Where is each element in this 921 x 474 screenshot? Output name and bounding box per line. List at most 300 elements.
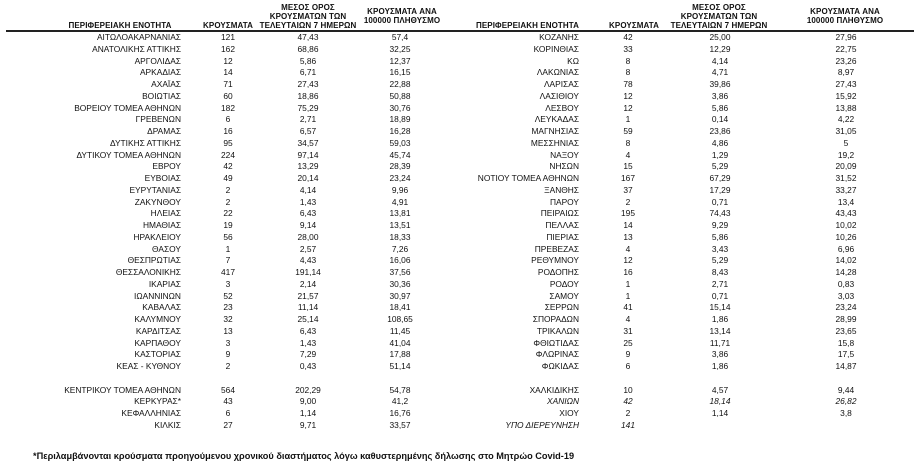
- left-region-name: ΕΥΡΥΤΑΝΙΑΣ: [129, 184, 181, 195]
- left-per100k-value: 17,88: [389, 349, 411, 360]
- left-per100k-value: 16,76: [389, 408, 411, 418]
- left-per100k-value: 18,89: [389, 114, 411, 125]
- left-cases-value: 49: [223, 173, 233, 183]
- right-avg7-value: 1,14: [711, 408, 729, 418]
- right-cases-value: 12: [623, 255, 633, 266]
- right-per100k-value: 43,43: [835, 208, 857, 219]
- right-avg7-value: 8,43: [711, 267, 729, 277]
- header-per100k-left: [357, 2, 447, 30]
- header-region-right: ΠΕΡΙΦΕΡΕΙΑΚΗ ΕΝΟΤΗΤΑ: [475, 21, 580, 30]
- right-region-name: ΧΑΝΙΩΝ: [547, 396, 579, 407]
- left-region-name: ΖΑΚΥΝΘΟΥ: [134, 196, 181, 207]
- left-cases-value: 19: [223, 220, 233, 230]
- table-row: [0, 150, 921, 161]
- header-avg7-line1: ΜΕΣΟΣ ΟΡΟΣ: [692, 2, 746, 12]
- left-per100k-value: 16,15: [389, 67, 411, 78]
- right-per100k-value: 3,03: [837, 290, 855, 301]
- table-row: [0, 314, 921, 325]
- right-per100k-value: 31,52: [835, 173, 857, 183]
- left-region-name: ΚΑΡΔΙΤΣΑΣ: [135, 325, 181, 336]
- left-avg7-value: 6,43: [299, 325, 317, 336]
- header-cases-left: ΚΡΟΥΣΜΑΤΑ: [203, 21, 253, 30]
- right-avg7-value: 17,29: [709, 184, 731, 195]
- right-region-name: ΝΑΞΟΥ: [550, 149, 579, 160]
- table-row: [0, 103, 921, 114]
- right-region-name: ΣΕΡΡΩΝ: [544, 302, 579, 313]
- left-avg7-value: 7,29: [299, 349, 317, 360]
- right-region-name: ΛΑΡΙΣΑΣ: [543, 79, 579, 89]
- right-cases-value: 167: [621, 173, 635, 183]
- right-region-name: ΡΟΔΟΠΗΣ: [537, 267, 579, 277]
- right-avg7-value: 0,71: [711, 290, 729, 301]
- right-per100k-value: 14,28: [835, 267, 857, 277]
- right-avg7-value: 12,29: [709, 43, 731, 54]
- left-region-name: ΓΡΕΒΕΝΩΝ: [135, 114, 181, 125]
- left-avg7-value: 28,00: [297, 231, 319, 242]
- right-region-name: ΦΛΩΡΙΝΑΣ: [535, 349, 579, 360]
- right-region-name: ΥΠΟ ΔΙΕΡΕΥΝΗΣΗ: [505, 419, 579, 430]
- left-avg7-value: 6,57: [299, 126, 317, 136]
- table-row: [0, 408, 921, 419]
- table-row: [0, 67, 921, 78]
- left-avg7-value: 9,00: [299, 396, 317, 407]
- table-row: [0, 138, 921, 149]
- left-cases-value: 95: [223, 137, 233, 148]
- header-cases-right: ΚΡΟΥΣΜΑΤΑ: [609, 21, 659, 30]
- left-cases-value: 43: [223, 396, 233, 407]
- left-cases-value: 2: [225, 184, 231, 195]
- left-avg7-value: 1,43: [299, 337, 317, 348]
- right-region-name: ΛΑΣΙΘΙΟΥ: [539, 90, 579, 101]
- right-cases-value: 8: [625, 137, 631, 148]
- right-region-name: ΠΕΙΡΑΙΩΣ: [540, 208, 579, 219]
- header-avg7-line3: ΤΕΛΕΥΤΑΙΩΝ 7 ΗΜΕΡΩΝ: [670, 20, 768, 30]
- right-region-name: ΧΙΟΥ: [559, 408, 579, 418]
- left-region-name: ΒΟΙΩΤΙΑΣ: [142, 90, 181, 101]
- left-cases-value: 22: [223, 208, 233, 219]
- right-avg7-value: 74,43: [709, 208, 731, 219]
- right-region-name: ΧΑΛΚΙΔΙΚΗΣ: [529, 384, 579, 395]
- right-per100k-value: 14,87: [835, 361, 857, 371]
- table-row: [0, 220, 921, 231]
- left-per100k-value: 30,76: [389, 102, 411, 113]
- left-per100k-value: 18,33: [389, 231, 411, 242]
- right-avg7-value: 11,71: [709, 337, 731, 348]
- left-avg7-value: 25,14: [297, 314, 319, 324]
- left-cases-value: 27: [223, 419, 233, 430]
- right-cases-value: 1: [625, 278, 631, 289]
- right-cases-value: 6: [625, 361, 631, 371]
- left-avg7-value: 13,29: [297, 161, 319, 172]
- right-region-name: ΝΗΣΩΝ: [549, 161, 579, 172]
- table-row: [0, 361, 921, 372]
- left-cases-value: 23: [223, 302, 233, 313]
- left-avg7-value: 75,29: [297, 102, 319, 113]
- left-per100k-value: 51,14: [389, 361, 411, 371]
- right-per100k-value: 0,83: [837, 278, 855, 289]
- left-cases-value: 2: [225, 196, 231, 207]
- left-region-name: ΘΕΣΣΑΛΟΝΙΚΗΣ: [115, 267, 181, 277]
- header-avg7-line2: ΚΡΟΥΣΜΑΤΩΝ ΤΩΝ: [680, 11, 758, 21]
- left-per100k-value: 4,91: [391, 196, 409, 207]
- right-per100k-value: 22,75: [835, 43, 857, 54]
- left-cases-value: 3: [225, 278, 231, 289]
- left-cases-value: 14: [223, 67, 233, 78]
- left-avg7-value: 47,43: [297, 32, 319, 42]
- left-region-name: ΑΙΤΩΛΟΑΚΑΡΝΑΝΙΑΣ: [96, 32, 181, 42]
- right-region-name: ΠΙΕΡΙΑΣ: [546, 231, 579, 242]
- right-region-name: ΝΟΤΙΟΥ ΤΟΜΕΑ ΑΘΗΝΩΝ: [477, 173, 579, 183]
- right-per100k-value: 6,96: [837, 243, 855, 254]
- header-avg7-left: [253, 2, 363, 30]
- left-avg7-value: 4,14: [299, 184, 317, 195]
- table-row: [0, 420, 921, 431]
- right-per100k-value: 10,02: [835, 220, 857, 230]
- right-region-name: ΡΟΔΟΥ: [549, 278, 579, 289]
- right-cases-value: 8: [625, 55, 631, 66]
- right-per100k-value: 14,02: [835, 255, 857, 266]
- left-avg7-value: 9,71: [299, 419, 317, 430]
- left-per100k-value: 57,4: [391, 32, 409, 42]
- table-row: [0, 32, 921, 43]
- right-cases-value: 2: [625, 408, 631, 418]
- left-region-name: ΗΛΕΙΑΣ: [150, 208, 181, 219]
- left-per100k-value: 30,97: [389, 290, 411, 301]
- right-avg7-value: 4,14: [711, 55, 729, 66]
- left-region-name: ΗΡΑΚΛΕΙΟΥ: [133, 231, 181, 242]
- right-cases-value: 1: [625, 114, 631, 125]
- right-cases-value: 31: [623, 325, 633, 336]
- left-region-name: ΚΑΛΥΜΝΟΥ: [134, 314, 181, 324]
- right-per100k-value: 10,26: [835, 231, 857, 242]
- table-row: [0, 185, 921, 196]
- table-row: [0, 338, 921, 349]
- left-cases-value: 6: [225, 408, 231, 418]
- left-region-name: ΚΕΑΣ - ΚΥΘΝΟΥ: [116, 361, 181, 371]
- left-per100k-value: 45,74: [389, 149, 411, 160]
- header-avg7-line2: ΚΡΟΥΣΜΑΤΩΝ ΤΩΝ: [269, 11, 347, 21]
- table-row: [0, 208, 921, 219]
- right-per100k-value: 28,99: [835, 314, 857, 324]
- right-avg7-value: 5,86: [711, 102, 729, 113]
- table-row: [0, 349, 921, 360]
- right-avg7-value: 1,86: [711, 361, 729, 371]
- table-row: [0, 302, 921, 313]
- table-row: [0, 373, 921, 384]
- right-cases-value: 12: [623, 90, 633, 101]
- left-region-name: ΚΑΒΑΛΑΣ: [142, 302, 181, 313]
- right-cases-value: 2: [625, 196, 631, 207]
- table-row: [0, 114, 921, 125]
- left-avg7-value: 11,14: [297, 302, 319, 313]
- left-per100k-value: 18,41: [389, 302, 411, 313]
- table-row: [0, 396, 921, 407]
- right-per100k-value: 27,96: [835, 32, 857, 42]
- left-per100k-value: 12,37: [389, 55, 411, 66]
- left-avg7-value: 5,86: [299, 55, 317, 66]
- left-avg7-value: 97,14: [297, 149, 319, 160]
- right-cases-value: 1: [625, 290, 631, 301]
- right-region-name: ΠΑΡΟΥ: [549, 196, 579, 207]
- left-region-name: ΑΡΚΑΔΙΑΣ: [139, 67, 181, 78]
- left-avg7-value: 2,14: [299, 278, 317, 289]
- header-per100k-line2: 100000 ΠΛΗΘΥΣΜΟ: [363, 16, 441, 25]
- right-cases-value: 4: [625, 314, 631, 324]
- right-region-name: ΚΩ: [567, 55, 579, 66]
- header-region-left: ΠΕΡΙΦΕΡΕΙΑΚΗ ΕΝΟΤΗΤΑ: [68, 21, 172, 30]
- right-avg7-value: 5,29: [711, 161, 729, 172]
- right-region-name: ΜΕΣΣΗΝΙΑΣ: [530, 137, 579, 148]
- left-per100k-value: 108,65: [387, 314, 413, 324]
- left-region-name: ΑΡΓΟΛΙΔΑΣ: [134, 55, 181, 66]
- right-region-name: ΛΕΣΒΟΥ: [545, 102, 579, 113]
- left-cases-value: 121: [221, 32, 235, 42]
- right-avg7-value: 2,71: [711, 278, 729, 289]
- left-per100k-value: 33,57: [389, 419, 411, 430]
- table-row: [0, 91, 921, 102]
- right-avg7-value: 25,00: [709, 32, 731, 42]
- left-region-name: ΚΕΝΤΡΙΚΟΥ ΤΟΜΕΑ ΑΘΗΝΩΝ: [64, 384, 181, 395]
- left-per100k-value: 13,51: [389, 220, 411, 230]
- left-cases-value: 2: [225, 361, 231, 371]
- right-avg7-value: 5,86: [711, 231, 729, 242]
- right-avg7-value: 0,14: [711, 114, 729, 125]
- right-cases-value: 42: [623, 32, 633, 42]
- right-per100k-value: 23,65: [835, 325, 857, 336]
- right-avg7-value: 13,14: [709, 325, 731, 336]
- table-row: [0, 244, 921, 255]
- left-per100k-value: 16,28: [389, 126, 411, 136]
- right-cases-value: 4: [625, 243, 631, 254]
- right-avg7-value: 3,86: [711, 349, 729, 360]
- right-region-name: ΜΑΓΝΗΣΙΑΣ: [531, 126, 579, 136]
- table-row: [0, 291, 921, 302]
- right-region-name: ΞΑΝΘΗΣ: [544, 184, 579, 195]
- table-row: [0, 56, 921, 67]
- right-region-name: ΦΘΙΩΤΙΔΑΣ: [533, 337, 579, 348]
- left-cases-value: 224: [221, 149, 235, 160]
- left-cases-value: 182: [221, 102, 235, 113]
- left-per100k-value: 23,24: [389, 173, 411, 183]
- left-avg7-value: 4,43: [299, 255, 317, 266]
- left-per100k-value: 37,56: [389, 267, 411, 277]
- left-region-name: ΕΒΡΟΥ: [152, 161, 181, 172]
- table-row: [0, 79, 921, 90]
- right-per100k-value: 8,97: [837, 67, 855, 78]
- right-cases-value: 195: [621, 208, 635, 219]
- right-avg7-value: 15,14: [709, 302, 731, 313]
- right-cases-value: 42: [623, 396, 633, 407]
- header-avg7-line1: ΜΕΣΟΣ ΟΡΟΣ: [281, 2, 335, 12]
- table-row: [0, 44, 921, 55]
- right-cases-value: 8: [625, 67, 631, 78]
- left-cases-value: 3: [225, 337, 231, 348]
- right-region-name: ΦΩΚΙΔΑΣ: [541, 361, 579, 371]
- right-per100k-value: 4,22: [837, 114, 855, 125]
- left-per100k-value: 59,03: [389, 137, 411, 148]
- right-per100k-value: 23,26: [835, 55, 857, 66]
- right-per100k-value: 13,4: [837, 196, 855, 207]
- left-region-name: ΚΑΡΠΑΘΟΥ: [134, 337, 181, 348]
- left-avg7-value: 191,14: [295, 267, 321, 277]
- right-avg7-value: 1,29: [711, 149, 729, 160]
- right-region-name: ΚΟΖΑΝΗΣ: [539, 32, 579, 42]
- right-per100k-value: 33,27: [835, 184, 857, 195]
- left-cases-value: 162: [221, 43, 235, 54]
- right-region-name: ΣΠΟΡΑΔΩΝ: [532, 314, 579, 324]
- left-region-name: ΔΡΑΜΑΣ: [147, 126, 181, 136]
- table-row: [0, 197, 921, 208]
- right-cases-value: 78: [623, 79, 633, 89]
- table-row: [0, 232, 921, 243]
- right-avg7-value: 3,86: [711, 90, 729, 101]
- right-avg7-value: 0,71: [711, 196, 729, 207]
- left-cases-value: 12: [223, 55, 233, 66]
- right-cases-value: 33: [623, 43, 633, 54]
- left-avg7-value: 6,43: [299, 208, 317, 219]
- left-region-name: ΙΩΑΝΝΙΝΩΝ: [134, 290, 181, 301]
- right-avg7-value: 67,29: [709, 173, 731, 183]
- left-region-name: ΚΕΦΑΛΛΗΝΙΑΣ: [121, 408, 181, 418]
- table-row: [0, 255, 921, 266]
- left-per100k-value: 30,36: [389, 278, 411, 289]
- right-avg7-value: 18,14: [709, 396, 731, 407]
- right-avg7-value: 9,29: [711, 220, 729, 230]
- left-per100k-value: 22,88: [389, 79, 411, 89]
- header-per100k-line1: ΚΡΟΥΣΜΑΤΑ ΑΝΑ: [810, 7, 880, 16]
- right-region-name: ΛΕΥΚΑΔΑΣ: [534, 114, 579, 125]
- right-cases-value: 10: [623, 384, 633, 395]
- left-avg7-value: 0,43: [299, 361, 317, 371]
- right-avg7-value: 3,43: [711, 243, 729, 254]
- right-region-name: ΠΕΛΛΑΣ: [545, 220, 579, 230]
- left-cases-value: 52: [223, 290, 233, 301]
- right-avg7-value: 23,86: [709, 126, 731, 136]
- right-region-name: ΛΑΚΩΝΙΑΣ: [536, 67, 579, 78]
- header-per100k-right: [780, 2, 910, 30]
- right-per100k-value: 9,44: [837, 384, 855, 395]
- right-avg7-value: 4,57: [711, 384, 729, 395]
- right-per100k-value: 13,88: [835, 102, 857, 113]
- right-cases-value: 37: [623, 184, 633, 195]
- left-region-name: ΘΑΣΟΥ: [152, 243, 181, 254]
- left-per100k-value: 13,81: [389, 208, 411, 219]
- right-per100k-value: 3,8: [840, 408, 852, 418]
- right-cases-value: 41: [623, 302, 633, 313]
- table-row: [0, 173, 921, 184]
- left-region-name: ΔΥΤΙΚΟΥ ΤΟΜΕΑ ΑΘΗΝΩΝ: [76, 149, 181, 160]
- left-cases-value: 417: [221, 267, 235, 277]
- header-per100k-line2: 100000 ΠΛΗΘΥΣΜΟ: [806, 16, 884, 25]
- left-per100k-value: 11,45: [389, 325, 411, 336]
- left-region-name: ΘΕΣΠΡΩΤΙΑΣ: [127, 255, 181, 266]
- right-avg7-value: 4,86: [711, 137, 729, 148]
- table-row: [0, 385, 921, 396]
- left-cases-value: 71: [223, 79, 233, 89]
- table-row: [0, 126, 921, 137]
- left-per100k-value: 50,88: [389, 90, 411, 101]
- header-avg7-right: [664, 2, 774, 30]
- left-avg7-value: 20,14: [297, 173, 319, 183]
- right-per100k-value: 17,5: [837, 349, 855, 360]
- right-region-name: ΠΡΕΒΕΖΑΣ: [534, 243, 579, 254]
- left-cases-value: 56: [223, 231, 233, 242]
- left-per100k-value: 32,25: [389, 43, 411, 54]
- right-cases-value: 12: [623, 102, 633, 113]
- left-avg7-value: 9,14: [299, 220, 317, 230]
- left-cases-value: 16: [223, 126, 233, 136]
- left-avg7-value: 2,57: [299, 243, 317, 254]
- right-region-name: ΤΡΙΚΑΛΩΝ: [536, 325, 579, 336]
- right-cases-value: 25: [623, 337, 633, 348]
- left-region-name: ΑΝΑΤΟΛΙΚΗΣ ΑΤΤΙΚΗΣ: [92, 43, 181, 54]
- left-cases-value: 564: [221, 384, 235, 395]
- left-region-name: ΙΚΑΡΙΑΣ: [148, 278, 181, 289]
- table-row: [0, 279, 921, 290]
- left-avg7-value: 21,57: [297, 290, 319, 301]
- left-per100k-value: 41,04: [389, 337, 411, 348]
- left-per100k-value: 54,78: [389, 384, 411, 395]
- left-region-name: ΒΟΡΕΙΟΥ ΤΟΜΕΑ ΑΘΗΝΩΝ: [74, 102, 181, 113]
- left-cases-value: 1: [225, 243, 231, 254]
- header-avg7-line3: ΤΕΛΕΥΤΑΙΩΝ 7 ΗΜΕΡΩΝ: [259, 20, 357, 30]
- left-avg7-value: 27,43: [297, 79, 319, 89]
- table-row: [0, 267, 921, 278]
- left-cases-value: 32: [223, 314, 233, 324]
- left-region-name: ΕΥΒΟΙΑΣ: [144, 173, 181, 183]
- right-cases-value: 13: [623, 231, 633, 242]
- left-per100k-value: 9,96: [391, 184, 409, 195]
- right-avg7-value: 39,86: [709, 79, 731, 89]
- left-region-name: ΚΕΡΚΥΡΑΣ*: [134, 396, 181, 407]
- left-cases-value: 42: [223, 161, 233, 172]
- left-region-name: ΚΙΛΚΙΣ: [154, 419, 181, 430]
- left-per100k-value: 16,06: [389, 255, 411, 266]
- right-per100k-value: 23,24: [835, 302, 857, 313]
- right-region-name: ΚΟΡΙΝΘΙΑΣ: [533, 43, 579, 54]
- table-row: [0, 326, 921, 337]
- header-per100k-line1: ΚΡΟΥΣΜΑΤΑ ΑΝΑ: [367, 7, 437, 16]
- left-cases-value: 7: [225, 255, 231, 266]
- right-cases-value: 4: [625, 149, 631, 160]
- table-row: [0, 161, 921, 172]
- right-per100k-value: 5: [843, 137, 849, 148]
- left-region-name: ΔΥΤΙΚΗΣ ΑΤΤΙΚΗΣ: [109, 137, 181, 148]
- left-region-name: ΑΧΑΪΑΣ: [151, 79, 181, 89]
- right-region-name: ΣΑΜΟΥ: [549, 290, 579, 301]
- right-per100k-value: 26,82: [835, 396, 857, 407]
- right-per100k-value: 20,09: [835, 161, 857, 172]
- right-per100k-value: 19,2: [837, 149, 855, 160]
- right-per100k-value: 31,05: [835, 126, 857, 136]
- left-cases-value: 13: [223, 325, 233, 336]
- right-cases-value: 141: [621, 419, 635, 430]
- left-per100k-value: 28,39: [389, 161, 411, 172]
- right-region-name: ΡΕΘΥΜΝΟΥ: [531, 255, 579, 266]
- left-avg7-value: 34,57: [297, 137, 319, 148]
- left-per100k-value: 7,26: [391, 243, 409, 254]
- left-avg7-value: 68,86: [297, 43, 319, 54]
- left-avg7-value: 2,71: [299, 114, 317, 125]
- left-per100k-value: 41,2: [391, 396, 409, 407]
- right-cases-value: 9: [625, 349, 631, 360]
- left-cases-value: 9: [225, 349, 231, 360]
- right-cases-value: 15: [623, 161, 633, 172]
- right-avg7-value: 4,71: [711, 67, 729, 78]
- left-avg7-value: 6,71: [299, 67, 317, 78]
- right-per100k-value: 15,92: [835, 90, 857, 101]
- right-per100k-value: 15,8: [837, 337, 855, 348]
